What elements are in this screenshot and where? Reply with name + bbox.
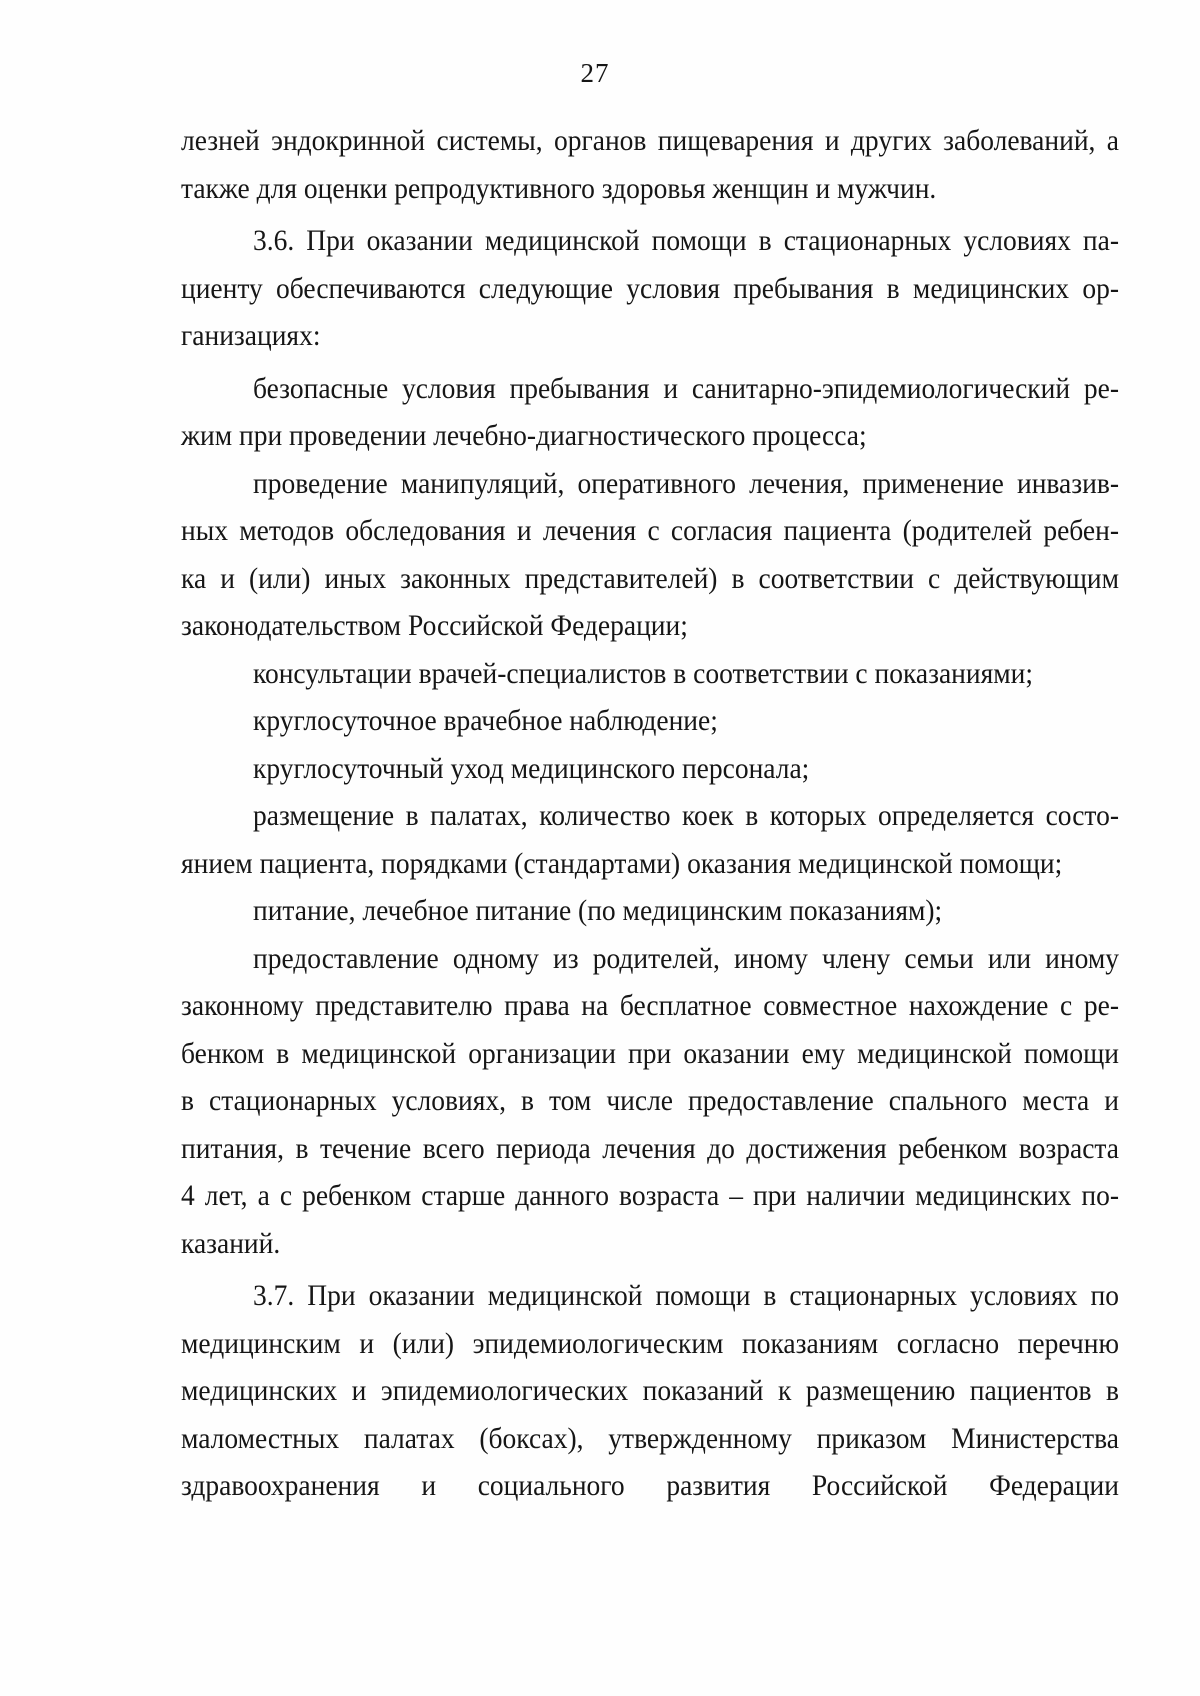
- text-line: бенком в медицинской организации при оказании ему медицинской помощи: [181, 1035, 1119, 1069]
- text-line: круглосуточный уход медицинского персонала;: [253, 750, 810, 784]
- list-item-consultations: [181, 651, 1119, 699]
- list-item-nutrition: [181, 888, 1119, 936]
- text-line: питание, лечебное питание (по медицинским показаниям);: [253, 893, 943, 927]
- list-item-placement: [181, 793, 1119, 888]
- list-item-observation: [181, 698, 1119, 746]
- text-line: ных методов обследования и лечения с согласия пациента (родителей ребен-: [181, 513, 1119, 547]
- text-line: консультации врачей-специалистов в соответствии с показаниями;: [253, 655, 1034, 689]
- list-item-safe-conditions: [181, 366, 1119, 461]
- text-line: маломестных палатах (боксах), утвержденному приказом Министерства: [181, 1420, 1119, 1454]
- list-item-manipulations: [181, 461, 1119, 651]
- text-line: медицинских и эпидемиологических показаний к размещению пациентов в: [181, 1373, 1119, 1407]
- text-line: также для оценки репродуктивного здоровья женщин и мужчин.: [181, 170, 937, 204]
- text-line: здравоохранения и социального развития Российской Федерации: [181, 1468, 1119, 1502]
- document-body: [181, 118, 1119, 1511]
- text-line: размещение в палатах, количество коек в которых определяется состо-: [253, 798, 1119, 832]
- text-line: предоставление одному из родителей, иному члену семьи или иному: [253, 940, 1119, 974]
- list-item-parent-stay: [181, 936, 1119, 1269]
- text-line: в стационарных условиях, в том числе предоставление спального места и: [181, 1083, 1119, 1117]
- paragraph-continuation: [181, 118, 1119, 213]
- text-line: законодательством Российской Федерации;: [181, 608, 688, 642]
- text-line: 4 лет, а с ребенком старше данного возраста – при наличии медицинских по-: [181, 1178, 1119, 1212]
- text-line: ганизациях:: [181, 318, 321, 352]
- text-line: 3.6. При оказании медицинской помощи в стационарных условиях па-: [253, 223, 1119, 257]
- paragraph-section-3-6: [181, 218, 1119, 361]
- text-line: питания, в течение всего периода лечения до достижения ребенком возраста: [181, 1130, 1119, 1164]
- text-line: жим при проведении лечебно-диагностического процесса;: [181, 418, 867, 452]
- text-line: круглосуточное врачебное наблюдение;: [253, 703, 718, 737]
- text-line: янием пациента, порядками (стандартами) оказания медицинской помощи;: [181, 845, 1063, 879]
- text-line: циенту обеспечиваются следующие условия пребывания в медицинских ор-: [181, 270, 1119, 304]
- page-number: 27: [580, 58, 610, 88]
- text-line: ка и (или) иных законных представителей) в соответствии с действующим: [181, 560, 1119, 594]
- text-line: медицинским и (или) эпидемиологическим показаниям согласно перечню: [181, 1325, 1119, 1359]
- text-line: 3.7. При оказании медицинской помощи в стационарных условиях по: [253, 1278, 1119, 1312]
- text-line: проведение манипуляций, оперативного лечения, применение инвазив-: [253, 465, 1119, 499]
- text-line: лезней эндокринной системы, органов пищеварения и других заболеваний, а: [181, 123, 1119, 157]
- text-line: казаний.: [181, 1225, 281, 1259]
- list-item-care: [181, 746, 1119, 794]
- paragraph-section-3-7: [181, 1273, 1119, 1511]
- text-line: безопасные условия пребывания и санитарно-эпидемиологический ре-: [253, 370, 1119, 404]
- text-line: законному представителю права на бесплатное совместное нахождение с ре-: [181, 988, 1119, 1022]
